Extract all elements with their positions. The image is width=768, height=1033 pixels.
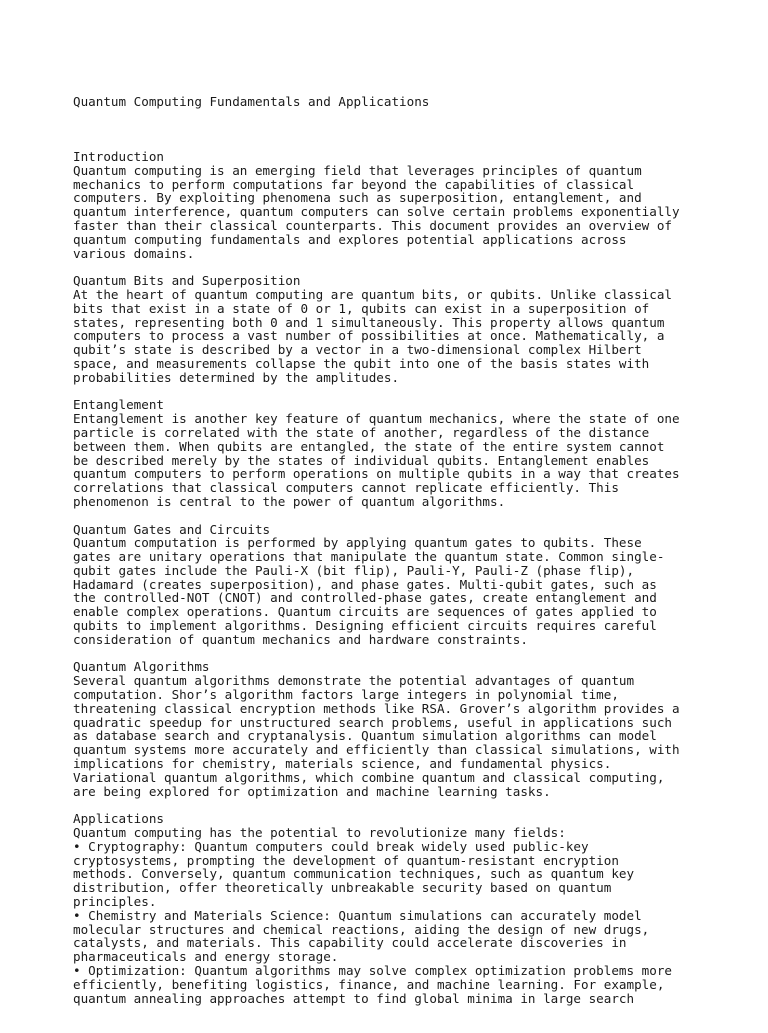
paragraph-line: mechanics to perform computations far beyond the capabilities of classical [73,176,635,192]
paragraph-line: threatening classical encryption methods like RSA. Grover’s algorithm provides a [73,700,680,716]
paragraph-line: correlations that classical computers cannot replicate efficiently. This [73,480,619,496]
section-heading: Quantum Bits and Superposition [73,273,301,289]
paragraph-line: Hadamard (creates superposition), and phase gates. Multi-qubit gates, such as [73,576,657,592]
paragraph-line: • Chemistry and Materials Science: Quantum simulations can accurately model [73,907,642,923]
paragraph-line: computation. Shor’s algorithm factors large integers in polynomial time, [73,687,619,703]
paragraph-line: as database search and cryptanalysis. Quantum simulation algorithms can model [73,728,657,744]
paragraph-line: methods. Conversely, quantum communication techniques, such as quantum key [73,866,635,882]
document-section [73,523,713,647]
paragraph-line: faster than their classical counterparts. This document provides an overview of [73,217,672,233]
section-heading: Entanglement [73,397,164,413]
paragraph-line: principles. [73,894,157,910]
document-section [73,660,713,798]
paragraph-line: bits that exist in a state of 0 or 1, qubits can exist in a superposition of [73,300,650,316]
paragraph-line: computers to process a vast number of possibilities at once. Mathematically, a [73,328,665,344]
paragraph-line: Variational quantum algorithms, which combine quantum and classical computing, [73,769,665,785]
paragraph-line: quantum annealing approaches attempt to find global minima in large search [73,990,635,1006]
section-heading: Quantum Algorithms [73,659,210,675]
paragraph-line: phenomenon is central to the power of quantum algorithms. [73,493,506,509]
paragraph-line: between them. When qubits are entangled, the state of the entire system cannot [73,438,665,454]
paragraph-line: Quantum computing has the potential to revolutionize many fields: [73,825,566,841]
section-heading: Applications [73,811,164,827]
paragraph-line: At the heart of quantum computing are quantum bits, or qubits. Unlike classical [73,286,672,302]
paragraph-line: efficiently, benefiting logistics, finance, and machine learning. For example, [73,976,665,992]
paragraph-line: quantum systems more accurately and efficiently than classical simulations, with [73,742,680,758]
document-title: Quantum Computing Fundamentals and Applications [73,93,430,109]
paragraph-line: Quantum computation is performed by applying quantum gates to qubits. These [73,535,642,551]
section-heading: Quantum Gates and Circuits [73,521,271,537]
paragraph-line: qubit’s state is described by a vector in a two-dimensional complex Hilbert [73,342,642,358]
document-section [73,150,713,260]
paragraph-line: distribution, offer theoretically unbreakable security based on quantum [73,880,612,896]
paragraph-line: • Optimization: Quantum algorithms may solve complex optimization problems more [73,963,672,978]
document-section [73,398,713,508]
paragraph-line: computers. By exploiting phenomena such as superposition, entanglement, and [73,190,642,206]
document-section [73,812,713,1005]
paragraph-line: quantum interference, quantum computers can solve certain problems exponentially [73,204,680,220]
paragraph-line: be described merely by the states of individual qubits. Entanglement enables [73,452,650,468]
paragraph-line: catalysts, and materials. This capability could accelerate discoveries in [73,935,627,951]
paragraph-line: are being explored for optimization and machine learning tasks. [73,783,551,799]
paragraph-line: various domains. [73,245,195,261]
paragraph-line: enable complex operations. Quantum circuits are sequences of gates applied to [73,604,657,620]
paragraph-line: Several quantum algorithms demonstrate the potential advantages of quantum [73,673,635,689]
paragraph-line: space, and measurements collapse the qubit into one of the basis states with [73,355,650,371]
paragraph-line: • Cryptography: Quantum computers could break widely used public-key [73,838,589,854]
paragraph-line: cryptosystems, prompting the development of quantum-resistant encryption [73,852,619,868]
paragraph-line: Quantum computing is an emerging field that leverages principles of quantum [73,162,642,178]
paragraph-line: gates are unitary operations that manipulate the quantum state. Common single- [73,549,665,565]
paragraph-line: qubits to implement algorithms. Designing efficient circuits requires careful [73,618,657,634]
paragraph-line: quadratic speedup for unstructured search problems, useful in applications such [73,714,672,730]
paragraph-line: particle is correlated with the state of another, regardless of the distance [73,424,650,440]
paragraph-line: probabilities determined by the amplitudes. [73,369,400,385]
paragraph-line: molecular structures and chemical reactions, aiding the design of new drugs, [73,921,650,937]
section-heading: Introduction [73,148,164,164]
document-page [73,67,713,1033]
paragraph-line: consideration of quantum mechanics and hardware constraints. [73,631,528,647]
document-body [73,150,713,1005]
paragraph-line: quantum computers to perform operations on multiple qubits in a way that creates [73,466,680,482]
paragraph-line: the controlled-NOT (CNOT) and controlled-phase gates, create entanglement and [73,590,657,606]
paragraph-line: quantum computing fundamentals and explores potential applications across [73,231,627,247]
paragraph-line: qubit gates include the Pauli-X (bit flip), Pauli-Y, Pauli-Z (phase flip), [73,562,635,578]
paragraph-line: Entanglement is another key feature of quantum mechanics, where the state of one [73,411,680,427]
document-section [73,274,713,384]
paragraph-line: states, representing both 0 and 1 simultaneously. This property allows quantum [73,314,665,330]
paragraph-line: implications for chemistry, materials science, and fundamental physics. [73,756,612,772]
paragraph-line: pharmaceuticals and energy storage. [73,949,339,965]
